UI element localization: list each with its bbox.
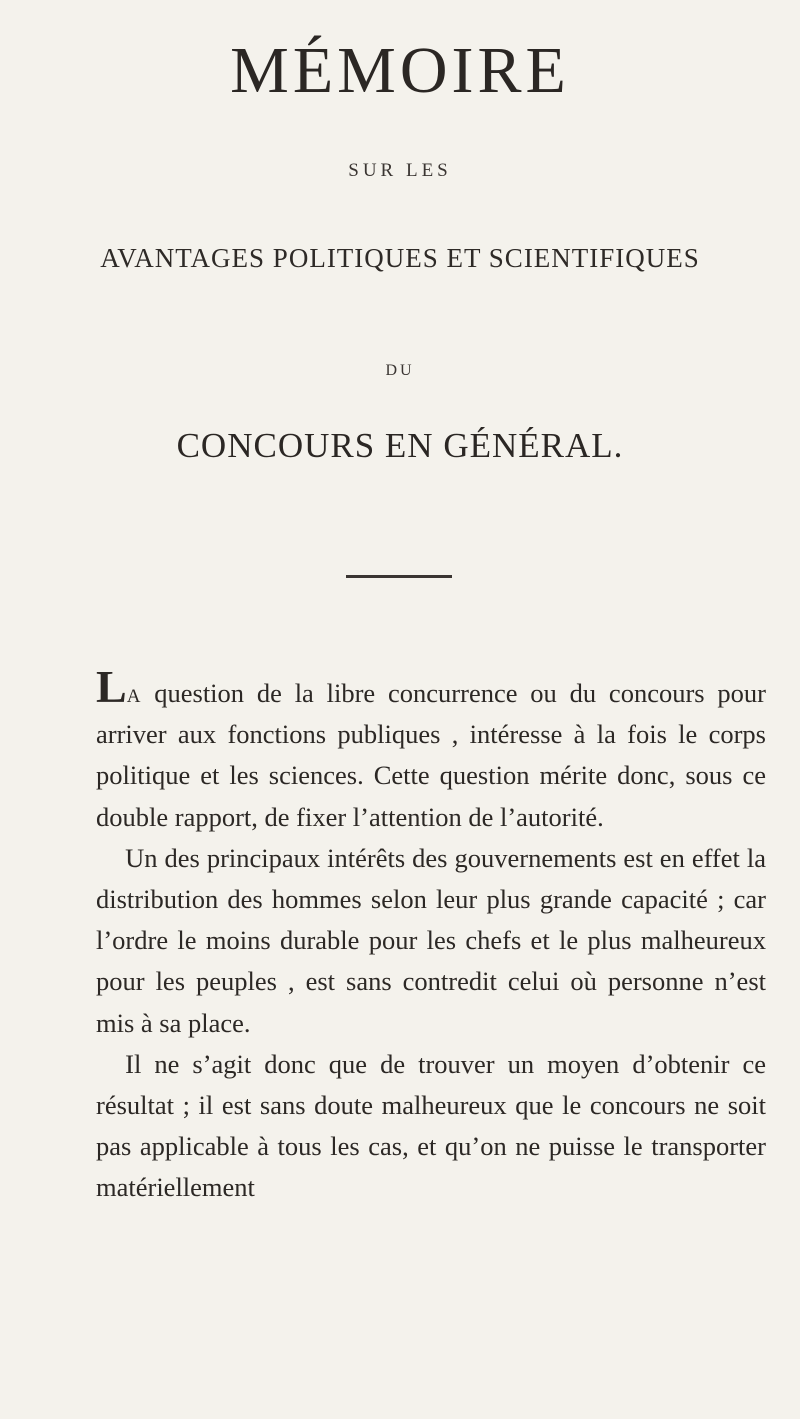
subtitle-du: DU xyxy=(385,362,415,379)
subtitle-sur-les: SUR LES xyxy=(348,160,452,181)
paragraph-2: Un des principaux intérêts des gouvernements est en effet la distribution des hommes selon leur plus grande capacité ; car l’ordre le moins durable pour les chefs et le plus malheureux pour les peuples , est sans contredit celui où personne n’est mis à sa place. xyxy=(96,842,766,1038)
paragraph-1 xyxy=(96,661,766,838)
page-title: MÉMOIRE xyxy=(230,34,570,107)
drop-cap: L xyxy=(96,661,127,712)
small-caps-text: a xyxy=(126,678,142,708)
paragraph-1-text: question de la libre concurrence ou du concours pour arriver aux fonctions publiques , intéresse à la fois le corps politique et les sciences. Cette question mérite donc, sous ce double rapport, de fixer l’attention de l’autorité. xyxy=(96,678,766,832)
body-text xyxy=(96,661,766,1209)
paragraph-3: Il ne s’agit donc que de trouver un moyen d’obtenir ce résultat ; il est sans doute malheureux que le concours ne soit pas applicable à tous les cas, et qu’on ne puisse le transporter matériellement xyxy=(96,1048,766,1203)
separator-rule xyxy=(346,575,452,578)
subtitle-subject: AVANTAGES POLITIQUES ET SCIENTIFIQUES xyxy=(100,243,700,273)
subtitle-topic: CONCOURS EN GÉNÉRAL. xyxy=(176,426,624,465)
